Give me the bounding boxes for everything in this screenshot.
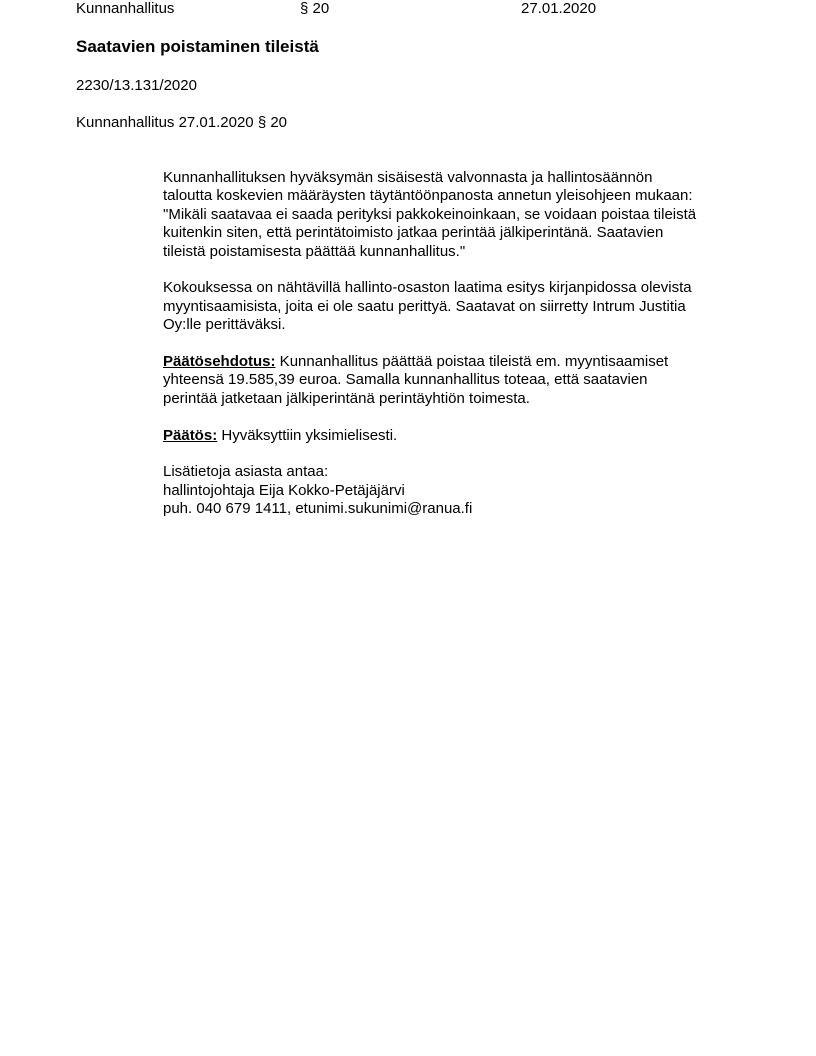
contact-person: hallintojohtaja Eija Kokko-Petäjäjärvi [163,481,405,499]
proposal-paragraph [163,353,753,408]
document-title: Saatavien poistaminen tileistä [76,37,319,56]
header-section: § 20 [300,0,330,17]
decision-label: Päätös: [163,426,218,444]
decision-text: Hyväksyttiin yksimielisesti. [217,426,398,444]
decision-paragraph [163,427,753,445]
header-date: 27.01.2020 [521,0,597,17]
header-body: Kunnanhallitus [76,0,175,17]
meeting-reference: Kunnanhallitus 27.01.2020 § 20 [76,114,288,131]
contact-details: puh. 040 679 1411, etunimi.sukunimi@ranua.fi [163,500,473,518]
paragraph-presentation: Kokouksessa on nähtävillä hallinto-osaston laatima esitys kirjanpidossa olevista myyntisaamisista, joita ei ole saatu perittyä. Saatavat on siirretty Intrum Justitia Oy:lle perittäväksi. [163,279,692,334]
diary-number: 2230/13.131/2020 [76,77,197,94]
proposal-label: Päätösehdotus: [163,353,276,371]
contact-intro: Lisätietoja asiasta antaa: [163,463,329,481]
proposal-text: Kunnanhallitus päättää poistaa tileistä em. myyntisaamiset yhteensä 19.585,39 euroa. Samalla kunnanhallitus toteaa, että saatavien perintää jatketaan jälkiperintänä perintäyhtiön toimesta. [163,353,669,407]
paragraph-guideline: Kunnanhallituksen hyväksymän sisäisestä valvonnasta ja hallintosäännön taloutta koskevien määräysten täytäntöönpanosta annetun yleisohjeen mukaan: "Mikäli saatavaa ei saada perityksi pakkokeinoinkaan, se voidaan poistaa tileistä kuitenkin siten, että perintätoimisto jatkaa perintää jälkiperintänä. Saatavien tileistä poistamisesta päättää kunnanhallitus." [163,169,697,260]
contact-block [163,463,753,518]
document-body [163,169,753,537]
